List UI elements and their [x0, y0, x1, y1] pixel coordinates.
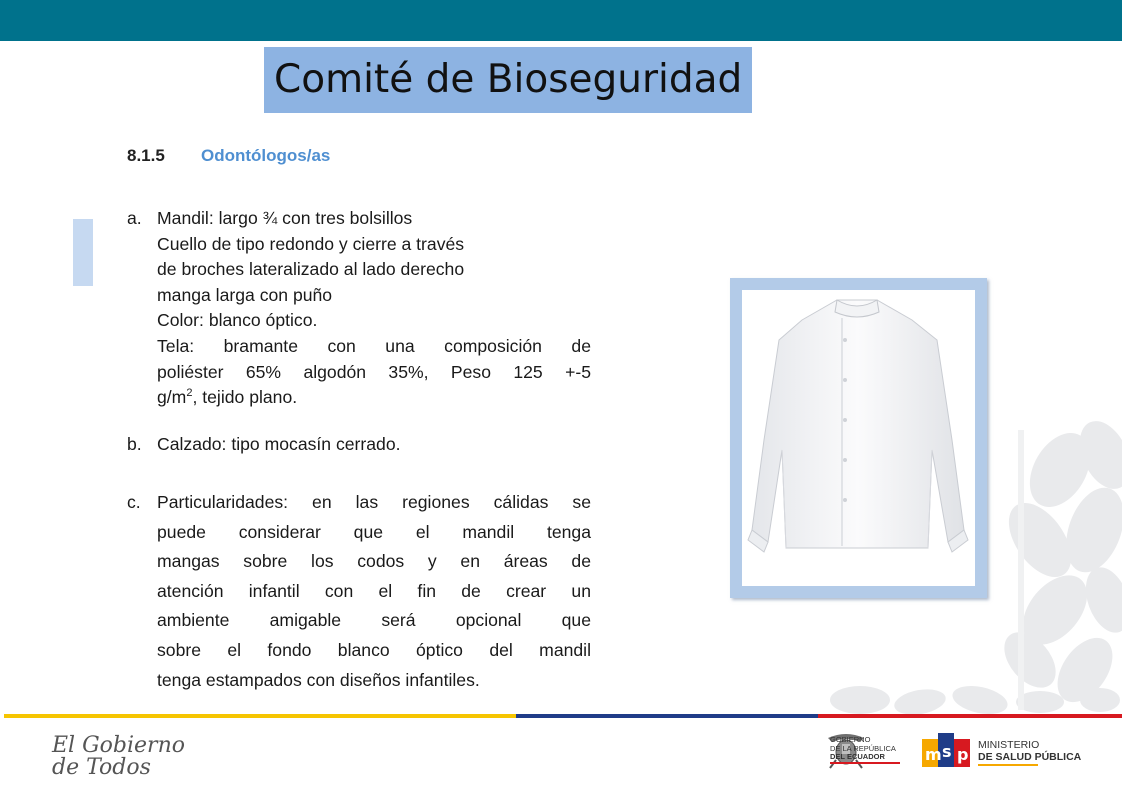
slogan-line-2: de Todos: [52, 755, 151, 780]
footer-line-red: [818, 714, 1122, 718]
footer-line-blue: [516, 714, 818, 718]
slogan-line-1: El Gobierno: [52, 733, 185, 758]
item-c-line: puede considerar que el mandil tenga: [157, 521, 591, 542]
msp-logo-text: [978, 739, 1081, 763]
gov-line-1: GOBIERNO: [830, 735, 871, 744]
gov-line-3: DEL ECUADOR: [830, 752, 885, 761]
item-c-line: mangas sobre los codos y en áreas de: [157, 551, 591, 572]
gov-line-2: DE LA REPÚBLICA: [830, 743, 896, 753]
page-title: Comité de Bioseguridad: [274, 57, 743, 102]
item-b-letter: b.: [127, 434, 142, 454]
svg-text:s: s: [942, 742, 952, 761]
msp-underline: [978, 764, 1038, 766]
item-a-line: Color: blanco óptico.: [157, 310, 318, 331]
item-b-text: Calzado: tipo mocasín cerrado.: [157, 434, 401, 454]
section-title: Odontólogos/as: [201, 146, 331, 165]
msp-line-2: DE SALUD PÚBLICA: [978, 751, 1082, 763]
item-a-last-suffix: , tejido plano.: [192, 387, 298, 408]
msp-logo-icon: [922, 733, 972, 771]
slogan: [52, 735, 185, 779]
item-a-line: Cuello de tipo redondo y cierre a través: [157, 233, 465, 254]
item-a-last-sup: 2: [186, 387, 193, 400]
item-c-line: Particularidades: en las regiones cálidas se: [157, 492, 591, 512]
item-a-line: poliéster 65% algodón 35%, Peso 125 +-5: [157, 361, 591, 382]
item-c-line: atención infantil con el fin de crear un: [157, 580, 591, 601]
item-a-line: Mandil: largo ¾ con tres bolsillos: [157, 208, 413, 228]
msp-line-1: MINISTERIO: [978, 739, 1040, 751]
item-a-line: Tela: bramante con una composición de: [157, 335, 591, 356]
item-a-line: manga larga con puño: [157, 284, 333, 305]
item-a-last-prefix: g/m: [157, 387, 187, 408]
svg-text:p: p: [957, 745, 969, 764]
item-a-line: de broches lateralizado al lado derecho: [157, 259, 465, 280]
gov-underline: [830, 762, 900, 764]
gov-logo-text: [830, 736, 896, 762]
svg-text:m: m: [925, 745, 942, 764]
footer-line-yellow: [4, 714, 516, 718]
item-a-letter: a.: [127, 208, 142, 228]
section-number: 8.1.5: [127, 146, 165, 165]
item-c-letter: c.: [127, 492, 141, 512]
item-c-line: tenga estampados con diseños infantiles.: [157, 669, 480, 690]
item-c-line: sobre el fondo blanco óptico del mandil: [157, 639, 591, 660]
item-c-line: ambiente amigable será opcional que: [157, 610, 591, 631]
